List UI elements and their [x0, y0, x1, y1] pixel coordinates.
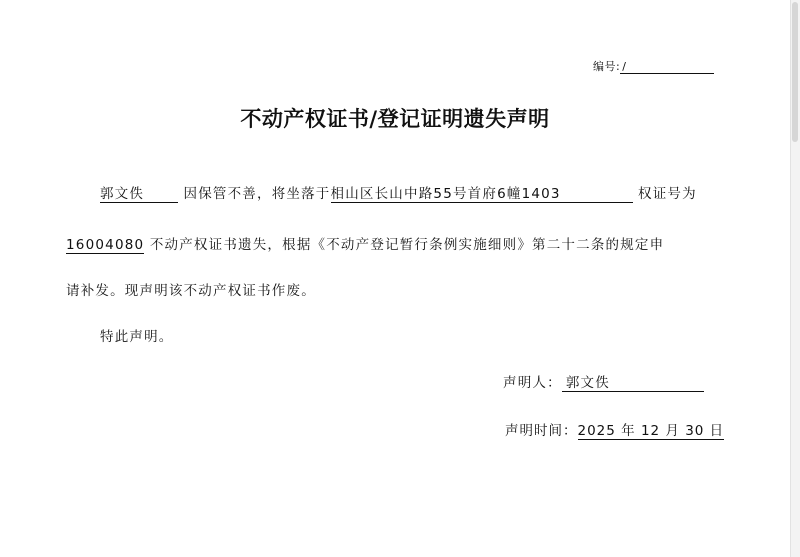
paragraph-line-1 [100, 182, 697, 203]
declaration-date [505, 419, 724, 440]
serial-value: / [620, 60, 714, 74]
body-text-d: 请补发。现声明该不动产权证书作废。 [66, 283, 316, 299]
declarant-name: 郭文佚 [100, 186, 178, 203]
body-text-b: 权证号为 [638, 186, 697, 202]
closing-text: 特此声明。 [100, 329, 174, 345]
document-title: 不动产权证书/登记证明遗失声明 [240, 106, 550, 131]
declarant-label: 声明人： [503, 375, 562, 391]
date-label: 声明时间： [505, 423, 578, 439]
declarant-signature [503, 371, 704, 392]
paragraph-line-2 [66, 233, 664, 254]
closing-line [100, 325, 174, 345]
certificate-number: 16004080 [66, 237, 145, 253]
scrollbar-thumb[interactable] [792, 2, 798, 142]
property-address: 相山区长山中路55号首府6幢1403 [331, 186, 633, 203]
declarant-signature-name: 郭文佚 [562, 375, 704, 392]
serial-number [593, 58, 714, 74]
body-text-a: 因保管不善，将坐落于 [183, 186, 331, 202]
date-value: 2025 年 12 月 30 日 [577, 423, 725, 439]
paragraph-line-3 [66, 279, 316, 299]
body-text-c: 不动产权证书遗失，根据《不动产登记暂行条例实施细则》第二十二条的规定申 [149, 237, 665, 253]
vertical-scrollbar[interactable] [790, 0, 800, 557]
serial-label: 编号: [593, 60, 621, 73]
